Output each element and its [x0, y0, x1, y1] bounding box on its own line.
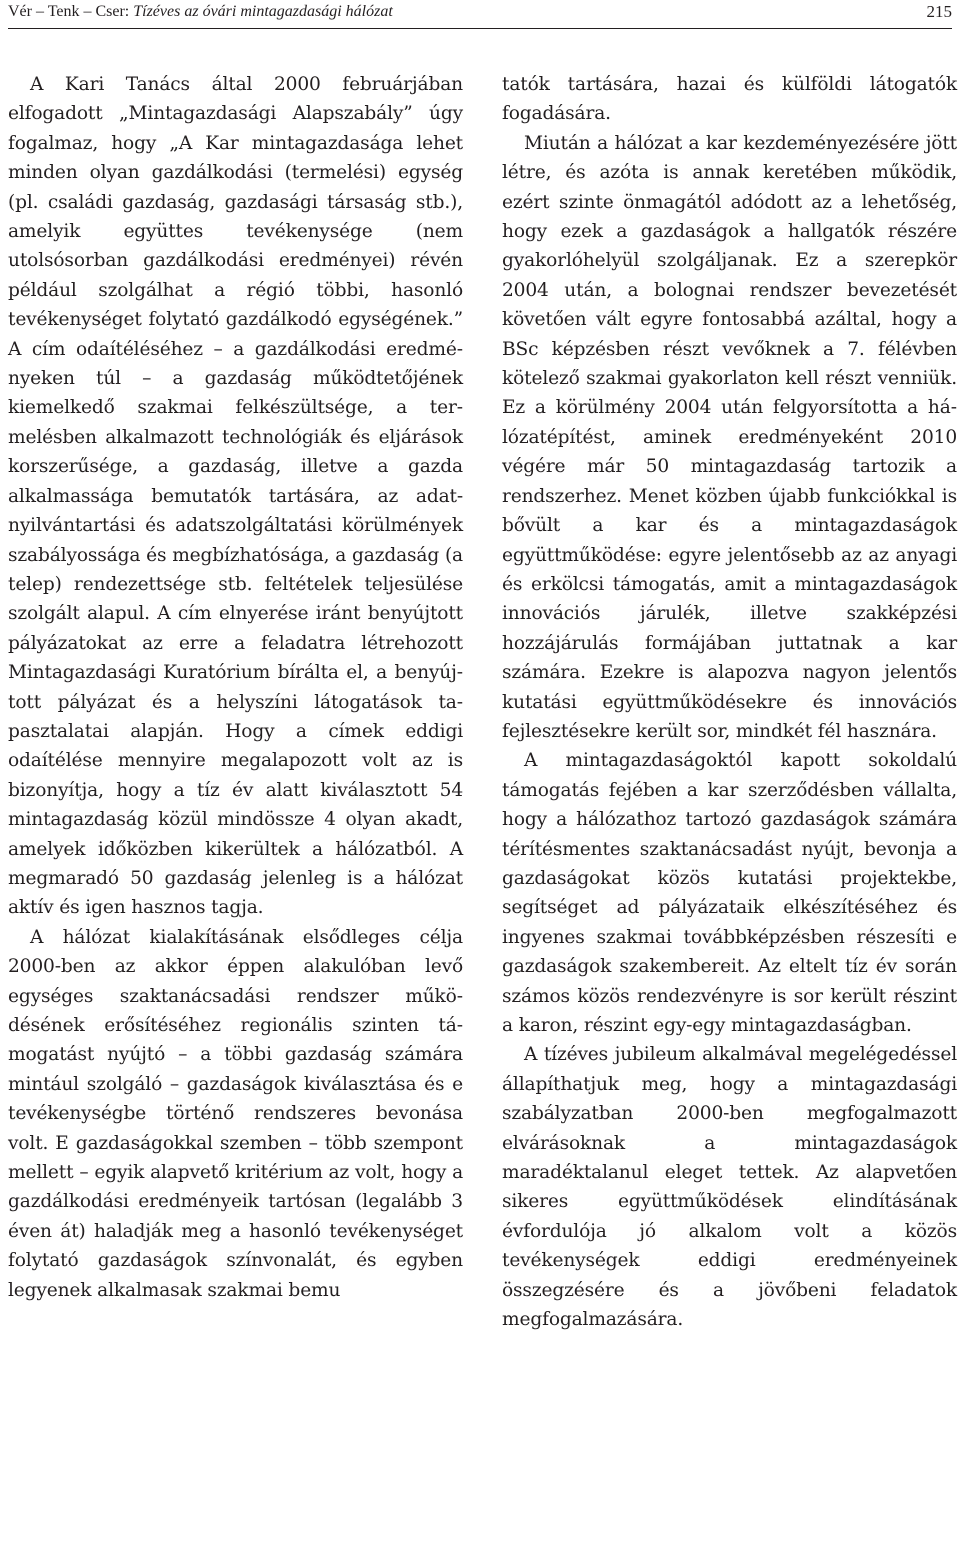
- page-number: 215: [926, 2, 952, 21]
- running-head-title: Tízéves az óvári mintagazdasági hálózat: [133, 3, 393, 20]
- body-paragraph: Miután a hálózat a kar kezdeményezésére jött létre, és azóta is annak keretében működik, ezért szinte önmagától adódott az a lehetőség, hogy ezek a gazdaságok a hallgatók részére gyakorlóhelyül szolgáljanak. Ez a szerepkör 2004 után, a bolognai rendszer bevezetését követően vált egyre fontosabbá azáltal, hogy a BSc képzésben részt vevőknek a 7. félévben kötelező szakmai gyakorlaton kell részt venniük. Ez a körülmény 2004 után felgyorsította a hálózatépítést, aminek eredményeként 2010 végére már 50 mintagazdaság tartozik a rendszerhez. Menet közben újabb funkciókkal is bővült a kar és a mintagazdaságok együttműködése: egyre jelentősebb az az anyagi és erkölcsi támogatás, amit a mintagazdaságok innovációs járulék, illetve szakképzési hozzájárulás formájában juttatnak a kar számára. Ezekre is alapozva nagyon jelentős kutatási együttműködésekre és innovációs fejlesztésekre került sor, mindkét fél hasznára.: [502, 132, 957, 742]
- left-column: [8, 70, 463, 1305]
- body-paragraph: A Kari Tanács által 2000 februárjában elfogadott „Mintagazdasági Alapszabály” úgy fogalmaz, hogy „A Kar mintagazdasága lehet minden olyan gazdálkodási (termelési) egység (pl. családi gazdaság, gazdasági társaság stb.), amelyik együttes tevékenysége (nem utolsósorban gazdálkodási eredményei) révén például szolgálhat a régió többi, hasonló tevékenységet folytató gazdálkodó egységének.” A cím odaítéléséhez – a gazdálkodási eredményeken túl – a gazdaság működtetőjének kiemelkedő szakmai felkészültsége, a termelésben alkalmazott technológiák és eljárások korszerűsége, a gazdaság, illetve a gazda alkalmassága bemutatók tartására, az adat-nyilvántartási és adatszolgáltatási körülmények szabályossága és megbízhatósága, a gazdaság (a telep) rendezettsége stb. feltételek teljesülése szolgált alapul. A cím elnyerése iránt benyújtott pályázatokat az erre a feladatra létrehozott Mintagazdasági Kuratórium bírálta el, a benyújtott pályázat és a helyszíni látogatások tapasztalatai alapján. Hogy a címek eddigi odaítélése mennyire megalapozott volt az is bizonyítja, hogy a tíz év alatt kiválasztott 54 mintagazdaság közül mindössze 4 olyan akadt, amelyek időközben kikerültek a hálózatból. A megmaradó 50 gazdaság jelenleg is a hálózat aktív és igen hasznos tagja.: [8, 74, 463, 919]
- body-paragraph-continuation: tatók tartására, hazai és külföldi látogatók fogadására.: [502, 74, 957, 125]
- body-paragraph: A hálózat kialakításának elsődleges célja 2000-ben az akkor éppen alakulóban levő egységes szaktanácsadási rendszer működésének erősítéséhez regionális szinten támogatást nyújtó – a többi gazdaság számára mintául szolgáló – gazdaságok kiválasztása és e tevékenységbe történő rendszeres bevonása volt. E gazdaságokkal szemben – több szempont mellett – egyik alapvető kritérium az volt, hogy a gazdálkodási eredményeik tartósan (legalább 3 éven át) haladják meg a hasonló tevékenységet folytató gazdaságok színvonalát, és egyben legyenek alkalmasak szakmai bemu: [8, 926, 463, 1301]
- body-paragraph: A tízéves jubileum alkalmával megelégedéssel állapíthatjuk meg, hogy a mintagazdasági szabályzatban 2000-ben megfogalmazott elvárásoknak a mintagazdaságok maradéktalanul eleget tettek. Az alapvetően sikeres együttműködések elindításának évfordulója jó alkalom volt a közös tevékenységek eddigi eredményeinek összegzésére és a jövőbeni feladatok megfogalmazására.: [502, 1044, 957, 1331]
- body-paragraph: A mintagazdaságoktól kapott sokoldalú támogatás fejében a kar szerződésben vállalta, hogy a hálózathoz tartozó gazdaságok számára térítésmentes szaktanácsadást nyújt, bevonja a gazdaságokat közös kutatási projektekbe, segítséget ad pályázataik elkészítéséhez és ingyenes szakmai továbbképzésben részesíti e gazdaságok szakembereit. Az eltelt tíz év során számos közös rendezvényre is sor került részint a karon, részint egy-egy mintagazdaságban.: [502, 750, 957, 1036]
- header-rule: [8, 28, 952, 29]
- running-head-authors: Vér – Tenk – Cser:: [8, 3, 130, 20]
- running-head: [8, 0, 952, 24]
- right-column: [502, 70, 957, 1334]
